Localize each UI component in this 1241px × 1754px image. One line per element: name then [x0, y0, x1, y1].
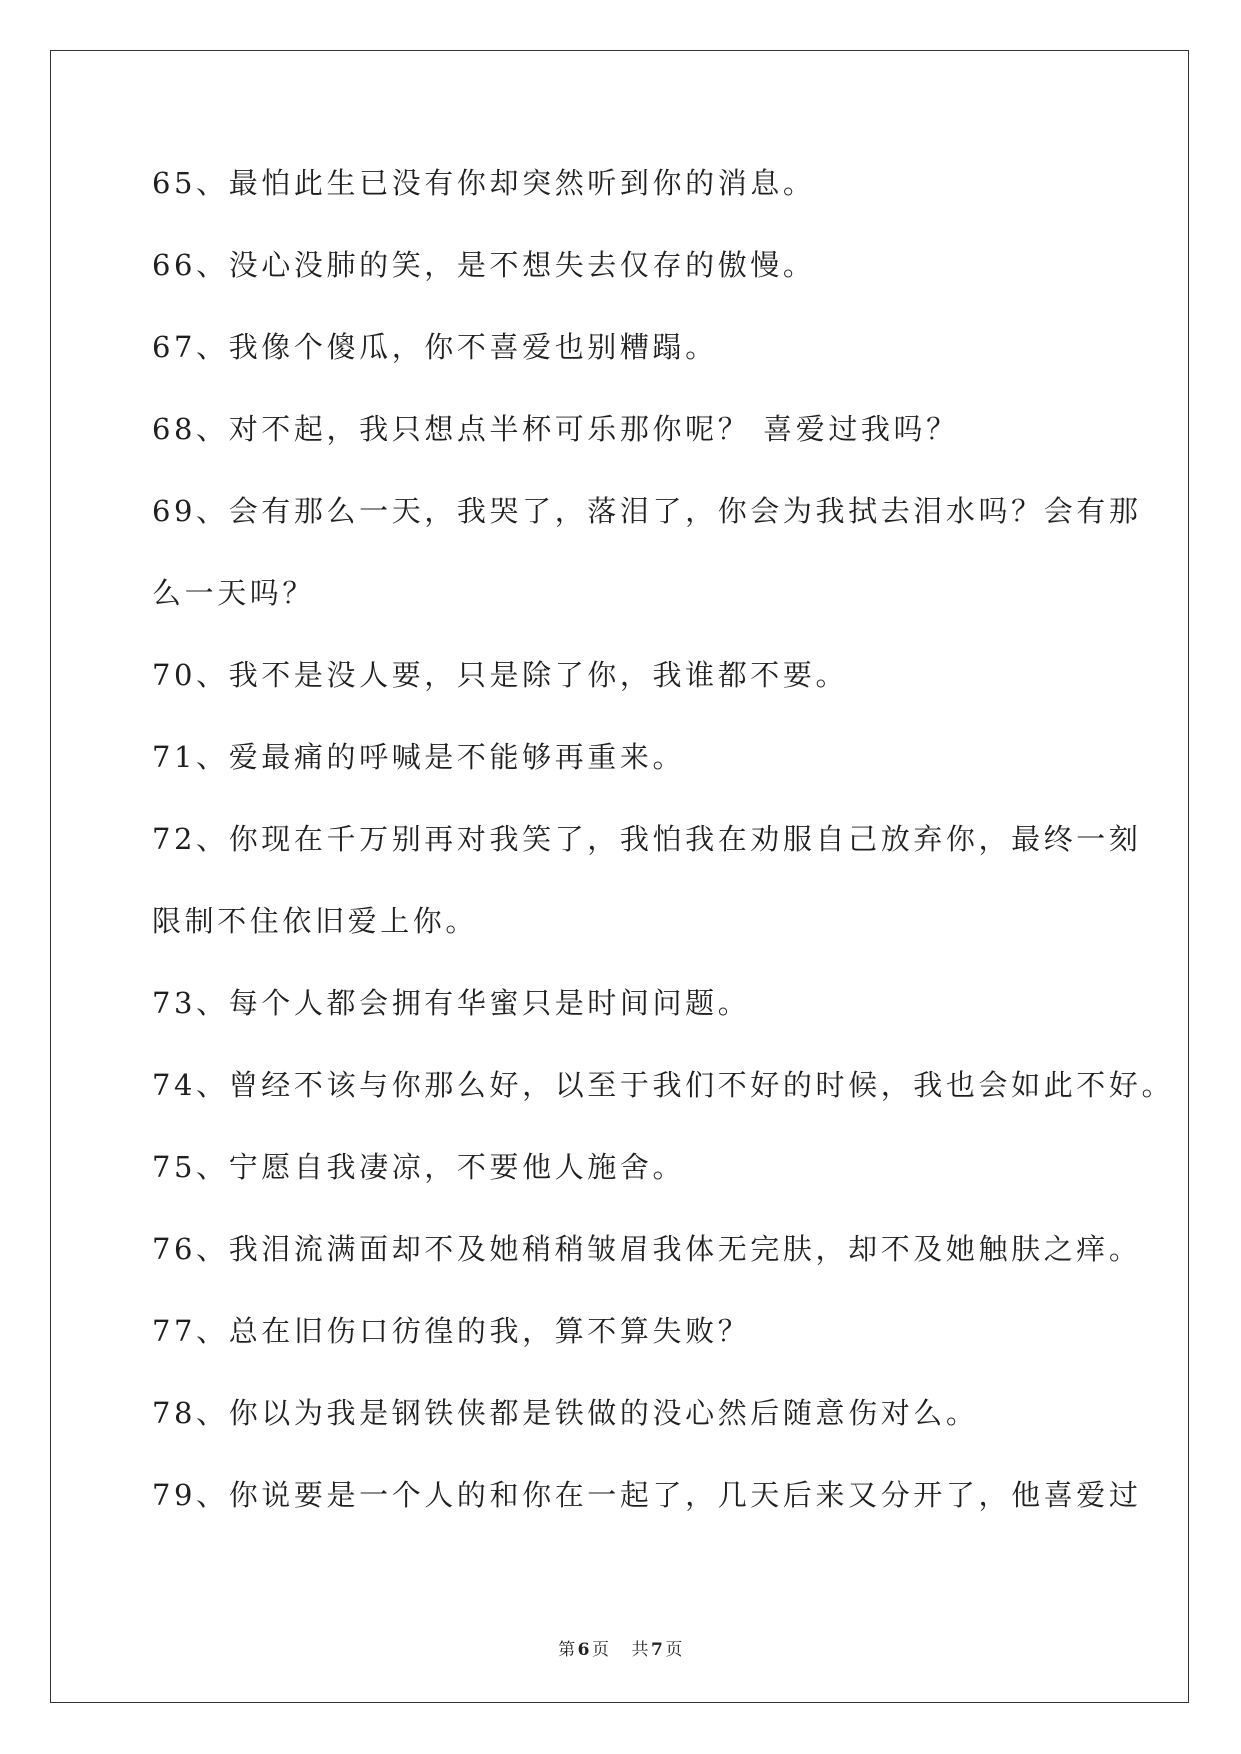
text-line-76: 76、我泪流满面却不及她稍稍皱眉我体无完肤，却不及她触肤之痒。 [152, 1232, 1142, 1266]
page-footer [0, 1635, 1241, 1660]
text-line-79: 79、你说要是一个人的和你在一起了，几天后来又分开了，他喜爱过 [152, 1478, 1142, 1512]
text-line-72-continued: 限制不住依旧爱上你。 [152, 904, 479, 938]
text-line-77: 77、总在旧伤口彷徨的我，算不算失败？ [152, 1314, 751, 1348]
text-line-67: 67、我像个傻瓜，你不喜爱也别糟蹋。 [152, 330, 718, 364]
text-line-71: 71、爱最痛的呼喊是不能够再重来。 [152, 740, 686, 774]
text-line-74: 74、曾经不该与你那么好，以至于我们不好的时候，我也会如此不好。 [152, 1068, 1175, 1102]
text-line-69: 69、会有那么一天，我哭了，落泪了，你会为我拭去泪水吗？会有那 [152, 494, 1142, 528]
text-line-68: 68、对不起，我只想点半杯可乐那你呢？ 喜爱过我吗？ [152, 412, 959, 446]
text-line-75: 75、宁愿自我凄凉，不要他人施舍。 [152, 1150, 686, 1184]
text-line-70: 70、我不是没人要，只是除了你，我谁都不要。 [152, 658, 849, 692]
text-line-72: 72、你现在千万别再对我笑了，我怕我在劝服自己放弃你，最终一刻 [152, 822, 1142, 856]
text-line-73: 73、每个人都会拥有华蜜只是时间问题。 [152, 986, 751, 1020]
page-suffix: 页 [592, 1640, 610, 1660]
text-line-66: 66、没心没肺的笑，是不想失去仅存的傲慢。 [152, 248, 816, 282]
text-line-65: 65、最怕此生已没有你却突然听到你的消息。 [152, 166, 816, 200]
text-line-78: 78、你以为我是钢铁侠都是铁做的没心然后随意伤对么。 [152, 1396, 979, 1430]
total-suffix: 页 [665, 1640, 683, 1660]
total-pages: 7 [651, 1640, 664, 1660]
text-line-69-continued: 么一天吗？ [152, 576, 316, 610]
page-number: 6 [577, 1640, 590, 1660]
page-prefix: 第 [558, 1640, 576, 1660]
total-prefix: 共 [631, 1640, 649, 1660]
document-body [152, 163, 1175, 1515]
